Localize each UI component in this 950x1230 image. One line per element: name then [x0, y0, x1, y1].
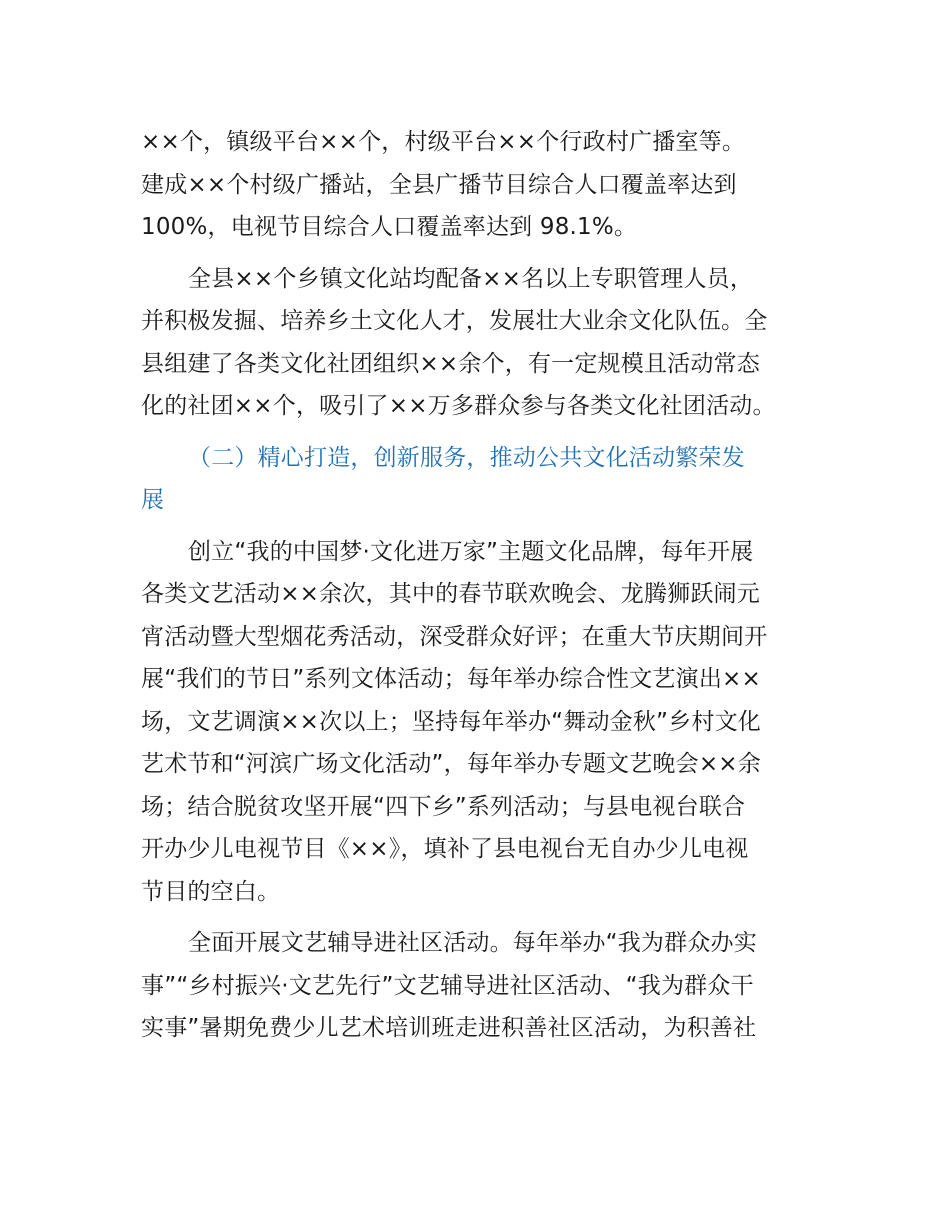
text-line: 全县××个乡镇文化站均配备××名以上专职管理人员， [188, 265, 754, 292]
text-line: 全面开展文艺辅导进社区活动。每年举办“我为群众办实 [188, 930, 757, 956]
text-line: 化的社团××个，吸引了××万多群众参与各类文化社团活动。 [141, 393, 776, 419]
text-line: 事”“乡村振兴·文艺先行”文艺辅导进社区活动、“我为群众干 [141, 972, 754, 999]
text-line: 实事”暑期免费少儿艺术培训班走进积善社区活动，为积善社 [141, 1015, 757, 1041]
text-line: 开办少儿电视节目《××》，填补了县电视台无自办少儿电视 [141, 836, 749, 862]
document-body [141, 121, 813, 1059]
text-line: 各类文艺活动××余次，其中的春节联欢晚会、龙腾狮跃闹元 [141, 581, 760, 607]
text-line: 并积极发掘、培养乡土文化人才，发展壮大业余文化队伍。全 [141, 308, 768, 334]
heading-line: 展 [141, 487, 165, 513]
paragraph-community-activities [141, 922, 813, 1050]
text-line: 创立“我的中国梦·文化进万家”主题文化品牌，每年开展 [188, 538, 754, 565]
section-heading [141, 437, 813, 522]
heading-line: （二）精心打造，创新服务，推动公共文化活动繁荣发 [188, 444, 745, 471]
paragraph-cultural-brand [141, 531, 813, 914]
text-line: 宵活动暨大型烟花秀活动，深受群众好评；在重大节庆期间开 [141, 623, 768, 650]
text-line: 100%，电视节目综合人口覆盖率达到 98.1%。 [141, 214, 638, 240]
text-line: 场；结合脱贫攻坚开展“四下乡”系列活动；与县电视台联合 [141, 793, 746, 820]
text-line: 县组建了各类文化社团组织××余个，有一定规模且活动常态 [141, 350, 760, 377]
text-line: 建成××个村级广播站，全县广播节目综合人口覆盖率达到 [141, 171, 737, 198]
paragraph-broadcast-coverage [141, 121, 813, 249]
text-line: 展“我们的节日”系列文体活动；每年举办综合性文艺演出×× [141, 666, 761, 692]
text-line: 艺术节和“河滨广场文化活动”，每年举办专题文艺晚会××余 [141, 751, 761, 777]
text-line: ××个，镇级平台××个，村级平台××个行政村广播室等。 [141, 129, 746, 155]
paragraph-cultural-stations [141, 258, 813, 428]
text-line: 节目的空白。 [141, 878, 281, 905]
text-line: 场，文艺调演××次以上；坚持每年举办“舞动金秋”乡村文化 [141, 708, 761, 735]
